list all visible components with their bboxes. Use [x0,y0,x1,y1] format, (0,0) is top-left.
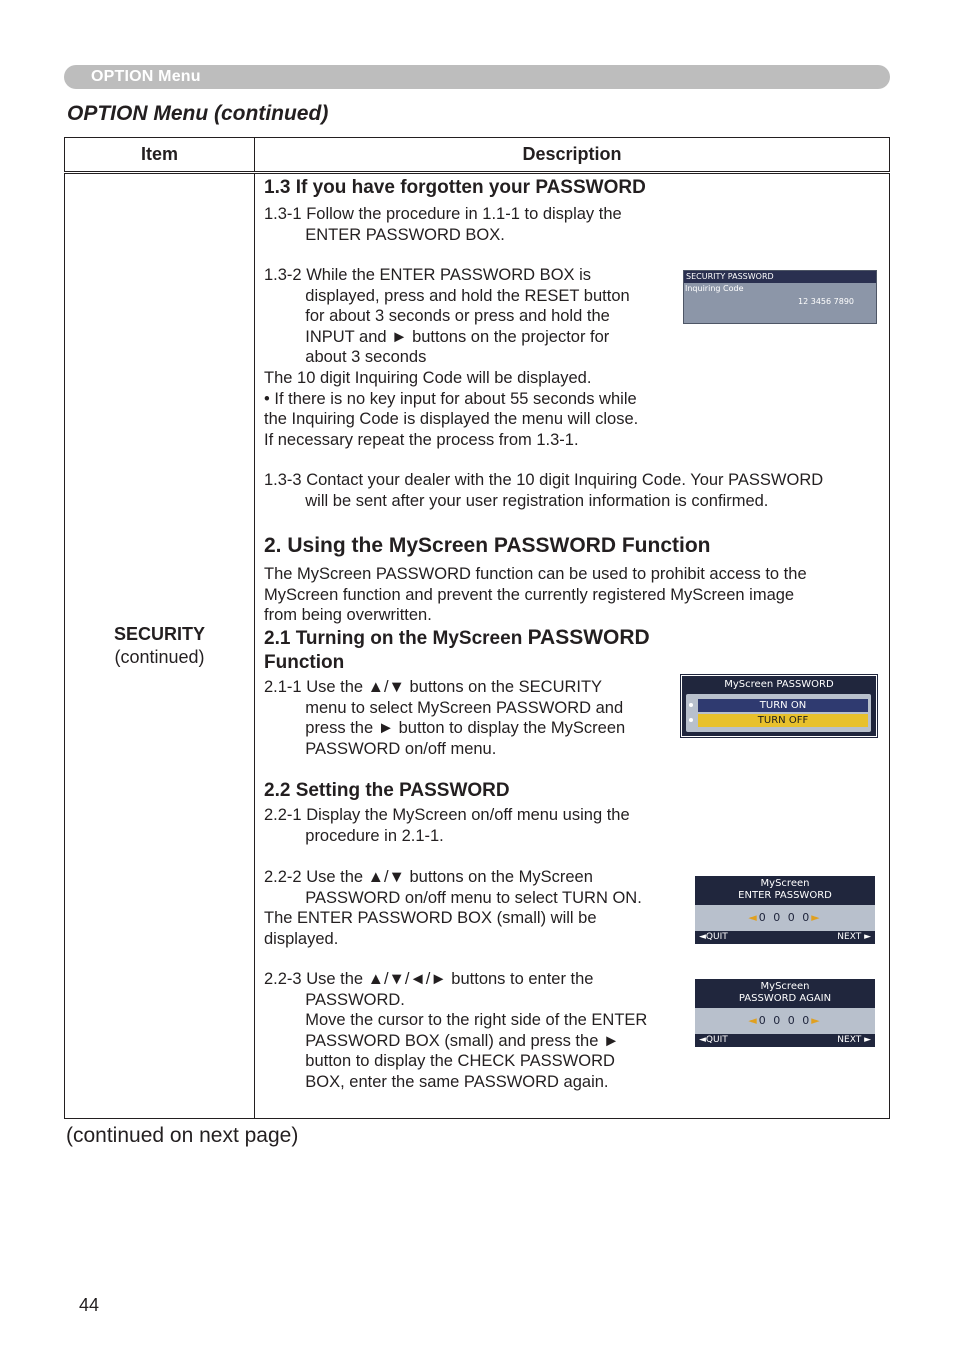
continued-note: (continued on next page) [66,1124,299,1147]
heading-1-3: 1.3 If you have forgotten your PASSWORD [264,177,646,198]
osd-again-footer [695,1034,875,1046]
osd-again-digit-panel [695,1008,875,1034]
osd-enter-password-box [695,876,875,944]
heading-2: 2. Using the MyScreen PASSWORD Function [264,534,711,557]
section-title: OPTION Menu (continued) [67,102,329,125]
osd-enter-footer [695,931,875,943]
radio-dot-icon [689,703,693,707]
page-number: 44 [79,1295,100,1315]
cursor-arrow-icon: ► [811,1014,822,1027]
step-1-3-1: 1.3-1 Follow the procedure in 1.1-1 to display the ENTER PASSWORD BOX. [264,205,622,244]
heading-2-1-part1: 2.1 Turning on the MyScreen [264,628,528,649]
cursor-arrow-icon: ◄ [748,1014,759,1027]
step-2-2-3: 2.2-3 Use the ▲/▼/◄/► buttons to enter the PASSWORD. Move the cursor to the right side of the ENTER PASSWORD BOX (small) and press the ► button to display the CHECK PASSWORD BOX, enter the same PASSWORD again. [264,970,648,1091]
osd-again-line2: PASSWORD AGAIN [738,993,832,1004]
osd-again-next: NEXT ► [837,1035,871,1045]
item-cell [65,173,255,1119]
column-header-description: Description [255,138,890,173]
step-1-3-3: 1.3-3 Contact your dealer with the 10 digit Inquiring Code. Your PASSWORD will be sent after your user registration information is confirmed. [264,471,824,510]
heading-2-1 [264,626,650,651]
osd-inquiring-title: SECURITY PASSWORD [684,271,876,283]
column-header-item: Item [65,138,255,173]
osd-again-quit: ◄QUIT [699,1035,728,1045]
item-name: SECURITY [113,624,205,644]
step-1-3-2-note: The 10 digit Inquiring Code will be displayed. • If there is no key input for about 55 seconds while the Inquiring Code is displayed the menu will close. If necessary repeat the process from 1.3-1. [264,369,639,449]
step-2-2-1: 2.2-1 Display the MyScreen on/off menu using the procedure in 2.1-1. [264,806,630,845]
osd-enter-line2: ENTER PASSWORD [738,890,832,901]
cursor-arrow-icon: ► [811,911,822,924]
osd-inquiring-code [683,270,877,324]
table-row [65,173,890,1119]
osd-enter-quit: ◄QUIT [699,932,728,942]
osd-inquiring-value: 12 3456 7890 [798,297,854,306]
table-header-row [65,138,890,173]
heading-2-1-line2: Function [264,652,345,673]
osd-again-digit-values: 0 0 0 0 [758,1014,812,1027]
osd-password-again-box [695,979,875,1047]
osd-myscreen-password-menu [682,676,876,736]
step-2-1-1: 2.1-1 Use the ▲/▼ buttons on the SECURITY menu to select MyScreen PASSWORD and press the ► button to display the MyScreen PASSWORD on/off menu. [264,678,626,758]
osd-enter-line1: MyScreen [760,878,810,889]
description-cell [255,173,890,1119]
osd-option-turn-off: TURN OFF [698,714,868,727]
paragraph-2: The MyScreen PASSWORD function can be used to prohibit access to the MyScreen function and prevent the currently registered MyScreen image from being overwritten. [264,565,807,624]
osd-enter-next: NEXT ► [837,932,871,942]
osd-again-digits [695,1014,875,1027]
heading-2-1-part2: PASSWORD [527,626,650,649]
cursor-arrow-icon: ◄ [748,911,759,924]
osd-enter-digit-values: 0 0 0 0 [758,911,812,924]
heading-2-2: 2.2 Setting the PASSWORD [264,780,510,801]
osd-enter-digit-panel [695,905,875,931]
osd-again-line1: MyScreen [760,981,810,992]
step-2-2-2: 2.2-2 Use the ▲/▼ buttons on the MyScreen PASSWORD on/off menu to select TURN ON. The ENTER PASSWORD BOX (small) will be displayed. [264,868,642,948]
step-1-3-2: 1.3-2 While the ENTER PASSWORD BOX is displayed, press and hold the RESET button for about 3 seconds or press and hold the INPUT and ► buttons on the projector for about 3 seconds [264,266,630,366]
radio-dot-icon [689,718,693,722]
osd-onoff-panel [686,694,871,732]
header-bar [64,65,890,89]
option-menu-table [64,137,890,1119]
osd-option-turn-on: TURN ON [698,699,868,712]
osd-onoff-title: MyScreen PASSWORD [724,679,834,690]
header-label: OPTION Menu [91,68,201,85]
osd-inquiring-label: Inquiring Code [685,284,744,293]
osd-enter-digits [695,911,875,924]
item-subtitle: (continued) [114,647,205,667]
